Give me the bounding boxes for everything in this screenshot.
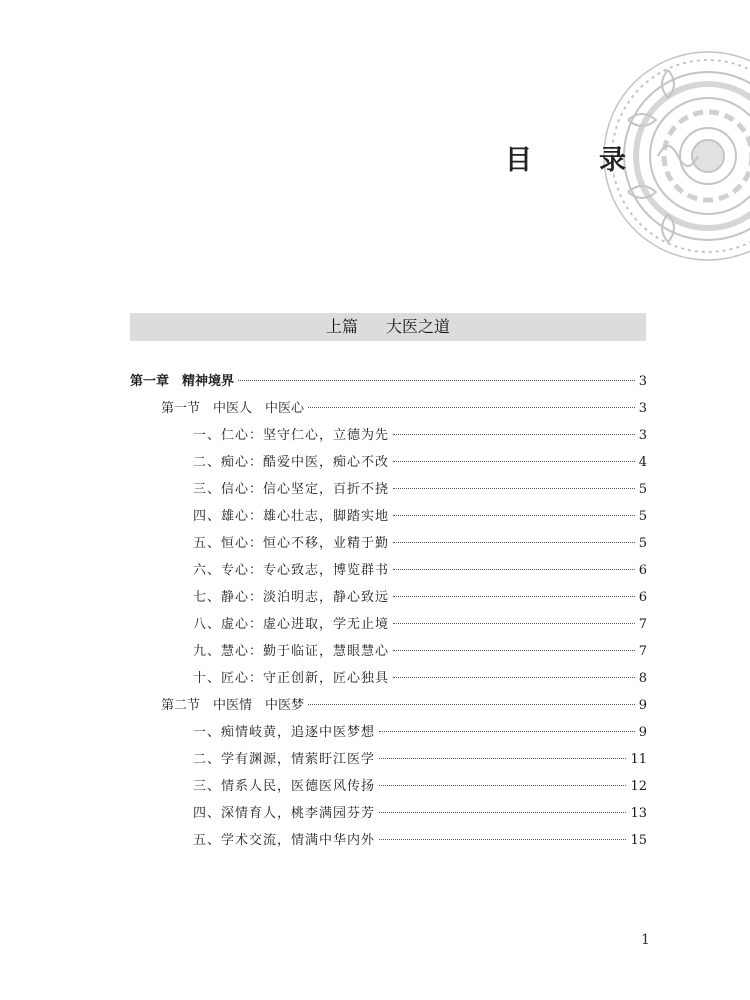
- toc-entry-page: 6: [638, 590, 647, 605]
- toc-entry-label: 八、虚心：虚心进取，学无止境: [193, 617, 390, 632]
- toc-section-entry[interactable]: [161, 695, 647, 717]
- toc-entry-label: 四、雄心：雄心壮志，脚踏实地: [193, 509, 390, 524]
- toc-entry-label: 二、痴心：酷爱中医，痴心不改: [193, 455, 390, 470]
- toc-entry-label: 四、深情育人，桃李满园芬芳: [193, 806, 376, 821]
- toc-item-entry[interactable]: [193, 641, 647, 663]
- toc-item-entry[interactable]: [193, 425, 647, 447]
- leader-dots: [379, 812, 626, 813]
- leader-dots: [393, 569, 635, 570]
- toc-entry-label: 七、静心：淡泊明志，静心致远: [193, 590, 390, 605]
- toc-entry-label: 五、恒心：恒心不移，业精于勤: [193, 536, 390, 551]
- toc-entry-page: 7: [638, 617, 647, 632]
- part-name: 大医之道: [386, 317, 451, 336]
- toc-entry-page: 3: [638, 428, 647, 443]
- toc-entry-page: 7: [638, 644, 647, 659]
- toc-item-entry[interactable]: [193, 749, 647, 771]
- toc-entry-label: 十、匠心：守正创新，匠心独具: [193, 671, 390, 686]
- toc-entry-label: 第一章 精神境界: [130, 374, 235, 389]
- toc-entry-label: 一、仁心：坚守仁心，立德为先: [193, 428, 390, 443]
- leader-dots: [393, 650, 635, 651]
- toc-entry-label: 三、情系人民，医德医风传扬: [193, 779, 376, 794]
- toc-entry-label: 第二节 中医情 中医梦: [161, 698, 305, 713]
- page-number: 1: [641, 932, 650, 948]
- toc-item-entry[interactable]: [193, 830, 647, 852]
- leader-dots: [393, 596, 635, 597]
- toc-entry-page: 6: [638, 563, 647, 578]
- toc-chapter-entry[interactable]: [130, 371, 647, 393]
- toc-item-entry[interactable]: [193, 560, 647, 582]
- toc-entry-label: 九、慧心：勤于临证，慧眼慧心: [193, 644, 390, 659]
- leader-dots: [238, 380, 635, 381]
- leader-dots: [393, 515, 635, 516]
- toc-item-entry[interactable]: [193, 614, 647, 636]
- leader-dots: [379, 758, 626, 759]
- toc-entry-page: 15: [630, 833, 647, 848]
- leader-dots: [308, 704, 635, 705]
- leader-dots: [393, 488, 635, 489]
- leader-dots: [393, 677, 635, 678]
- toc-item-entry[interactable]: [193, 722, 647, 744]
- toc-section-entry[interactable]: [161, 398, 647, 420]
- toc-entry-label: 第一节 中医人 中医心: [161, 401, 305, 416]
- leader-dots: [393, 434, 635, 435]
- leader-dots: [379, 839, 626, 840]
- part-banner: [130, 313, 646, 341]
- toc-entry-label: 三、信心：信心坚定，百折不挠: [193, 482, 390, 497]
- toc-entry-page: 11: [630, 752, 647, 767]
- part-prefix: 上篇: [325, 317, 358, 336]
- toc-item-entry[interactable]: [193, 452, 647, 474]
- toc-entry-page: 5: [638, 536, 647, 551]
- toc-entry-label: 五、学术交流，情满中华内外: [193, 833, 376, 848]
- toc-entry-label: 一、痴情岐黄，追逐中医梦想: [193, 725, 376, 740]
- leader-dots: [308, 407, 635, 408]
- toc-item-entry[interactable]: [193, 533, 647, 555]
- toc-item-entry[interactable]: [193, 668, 647, 690]
- leader-dots: [393, 461, 635, 462]
- toc-entry-page: 12: [630, 779, 647, 794]
- toc-entry-page: 8: [638, 671, 647, 686]
- toc-entry-page: 9: [638, 698, 647, 713]
- toc-item-entry[interactable]: [193, 803, 647, 825]
- toc-entry-page: 5: [638, 509, 647, 524]
- leader-dots: [393, 542, 635, 543]
- toc-item-entry[interactable]: [193, 776, 647, 798]
- toc-entry-page: 3: [638, 401, 647, 416]
- toc-item-entry[interactable]: [193, 479, 647, 501]
- toc-entry-page: 13: [630, 806, 647, 821]
- leader-dots: [379, 785, 626, 786]
- toc-entry-label: 二、学有渊源，情萦盱江医学: [193, 752, 376, 767]
- toc-entry-page: 9: [638, 725, 647, 740]
- leader-dots: [379, 731, 635, 732]
- page-title: 目 录: [505, 145, 646, 176]
- toc-entry-page: 4: [638, 455, 647, 470]
- toc-item-entry[interactable]: [193, 506, 647, 528]
- toc-entry-page: 3: [638, 374, 647, 389]
- leader-dots: [393, 623, 635, 624]
- toc-item-entry[interactable]: [193, 587, 647, 609]
- toc-entry-page: 5: [638, 482, 647, 497]
- toc-entry-label: 六、专心：专心致志，博览群书: [193, 563, 390, 578]
